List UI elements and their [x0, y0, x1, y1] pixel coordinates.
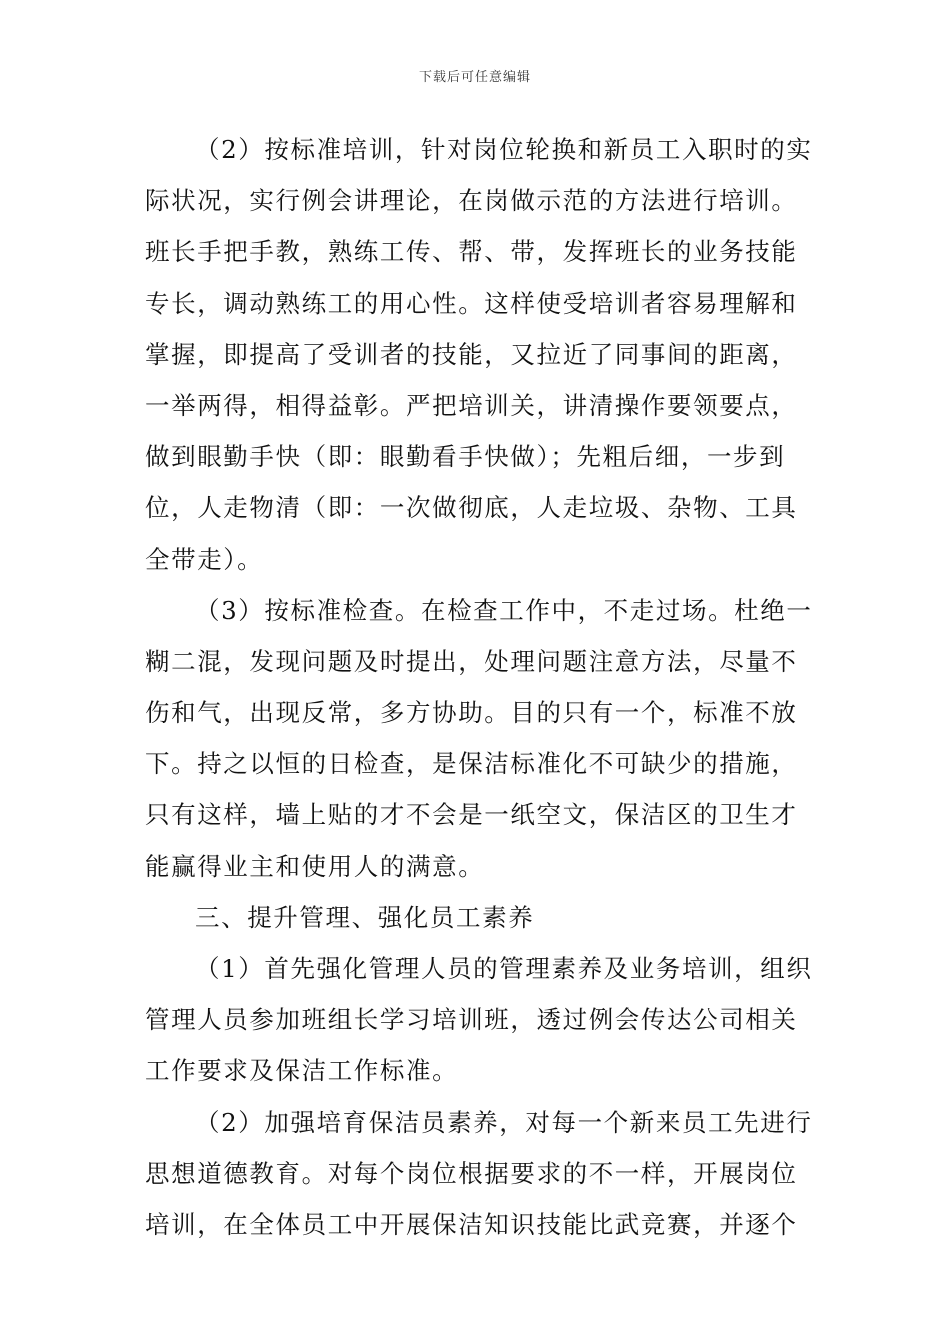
paragraph-line: 伤和气，出现反常，多方协助。目的只有一个，标准不放 [145, 698, 798, 728]
section-heading: 三、提升管理、强化员工素养 [195, 902, 535, 932]
paragraph-line: 专长，调动熟练工的用心性。这样使受培训者容易理解和 [145, 288, 798, 318]
paragraph-line: （1）首先强化管理人员的管理素养及业务培训，组织 [195, 954, 813, 983]
paragraph-line: 工作要求及保洁工作标准。 [145, 1056, 459, 1086]
paragraph-line: 糊二混，发现问题及时提出，处理问题注意方法，尽量不 [145, 646, 798, 676]
header-note: 下载后可任意编辑 [418, 70, 531, 85]
paragraph-line: 际状况，实行例会讲理论，在岗做示范的方法进行培训。 [145, 186, 798, 216]
paragraph-line: 掌握，即提高了受训者的技能，又拉近了同事间的距离， [145, 339, 798, 369]
paragraph-line: 班长手把手教，熟练工传、帮、带，发挥班长的业务技能 [145, 237, 798, 267]
paragraph-line: 位，人走物清（即：一次做彻底，人走垃圾、杂物、工具 [145, 493, 798, 523]
paragraph-line: 只有这样，墙上贴的才不会是一纸空文，保洁区的卫生才 [145, 800, 798, 830]
paragraph-line: 管理人员参加班组长学习培训班，透过例会传达公司相关 [145, 1005, 798, 1035]
document-body [145, 124, 815, 1250]
paragraph-line: （2）加强培育保洁员素养，对每一个新来员工先进行 [195, 1107, 813, 1137]
paragraph-line: 下。持之以恒的日检查，是保洁标准化不可缺少的措施， [145, 749, 798, 779]
paragraph-line: 培训，在全体员工中开展保洁知识技能比武竞赛，并逐个 [145, 1209, 798, 1239]
paragraph-line: 做到眼勤手快（即：眼勤看手快做）；先粗后细，一步到 [145, 442, 786, 472]
paragraph-line: （2）按标准培训，针对岗位轮换和新员工入职时的实 [195, 135, 813, 164]
paragraph-line: 思想道德教育。对每个岗位根据要求的不一样，开展岗位 [145, 1158, 798, 1188]
paragraph-line: 一举两得，相得益彰。严把培训关，讲清操作要领要点， [145, 390, 798, 420]
paragraph-line: （3）按标准检查。在检查工作中，不走过场。杜绝一 [195, 595, 813, 625]
paragraph-line: 能赢得业主和使用人的满意。 [145, 851, 485, 881]
paragraph-line: 全带走）。 [145, 544, 264, 574]
